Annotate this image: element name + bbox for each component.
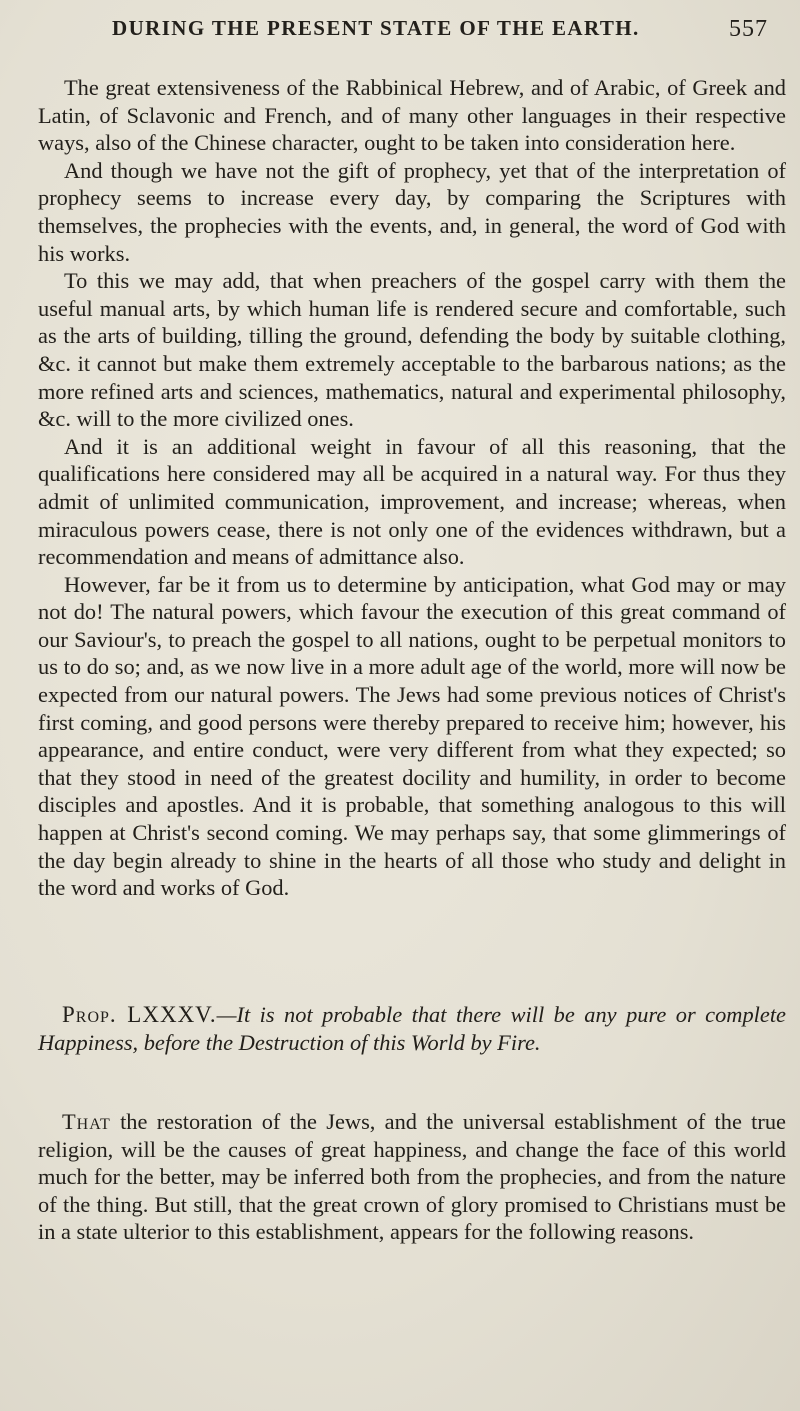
proposition-heading <box>38 1001 786 1056</box>
paragraph: And though we have not the gift of prophecy, yet that of the interpretation of prophecy seems to increase every day, by comparing the Scriptures with themselves, the prophecies with the events, and, in general, the word of God with his works. <box>38 157 786 266</box>
paragraph: The great extensiveness of the Rabbinical Hebrew, and of Arabic, of Greek and Latin, of Sclavonic and French, and of many other languages in their respective ways, also of the Chinese character, ought to be taken into consideration here. <box>38 75 786 156</box>
proposition-label: Prop. LXXXV. <box>62 1002 217 1027</box>
final-text <box>38 1108 786 1246</box>
paragraph-lead: That <box>62 1109 111 1134</box>
running-head <box>112 16 792 46</box>
paragraph: And it is an additional weight in favour of all this reasoning, that the qualifications here considered may all be acquired in a natural way. For thus they admit of unlimited communication, improvement, and increase; whereas, when miraculous powers cease, there is not only one of the evidences withdrawn, but a recommendation and means of admittance also. <box>38 433 786 570</box>
paragraph <box>38 1108 786 1246</box>
paragraph-body: the restoration of the Jews, and the universal establishment of the true religion, will be the causes of great happiness, and change the face of this world much for the better, may be inferred both from the prophecies, and from the nature of the thing. But still, that the great crown of glory promised to Christians must be in a state ulterior to this establishment, appears for the following reasons. <box>38 1109 786 1245</box>
paragraph: To this we may add, that when preachers of the gospel carry with them the useful manual arts, by which human life is rendered secure and comfortable, such as the arts of building, tilling the ground, defending the body by suitable clothing, &c. it cannot but make them extremely acceptable to the barbarous nations; as the more refined arts and sciences, mathematics, natural and experimental philosophy, &c. will to the more civilized ones. <box>38 268 786 432</box>
main-text <box>38 74 786 902</box>
paragraph: However, far be it from us to determine by anticipation, what God may or may not do! The natural powers, which favour the execution of this great command of our Saviour's, to preach the gospel to all nations, ought to be perpetual monitors to us to do so; and, as we now live in a more adult age of the world, more will now be expected from our natural powers. The Jews had some previous notices of Christ's first coming, and good persons were thereby prepared to receive him; however, his appearance, and entire conduct, were very different from what they expected; so that they stood in need of the greatest docility and humility, in order to become disciples and apostles. And it is probable, that something analogous to this will happen at Christ's second coming. We may perhaps say, that some glimmerings of the day begin already to shine in the hearts of all those who study and delight in the word and works of God. <box>38 571 786 901</box>
proposition-title: —It is not probable that there will be any pure or complete Happiness, before the Destruction of this World by Fire. <box>38 1002 786 1055</box>
page-number: 557 <box>729 16 768 42</box>
running-head-title: DURING THE PRESENT STATE OF THE EARTH. <box>112 16 640 40</box>
